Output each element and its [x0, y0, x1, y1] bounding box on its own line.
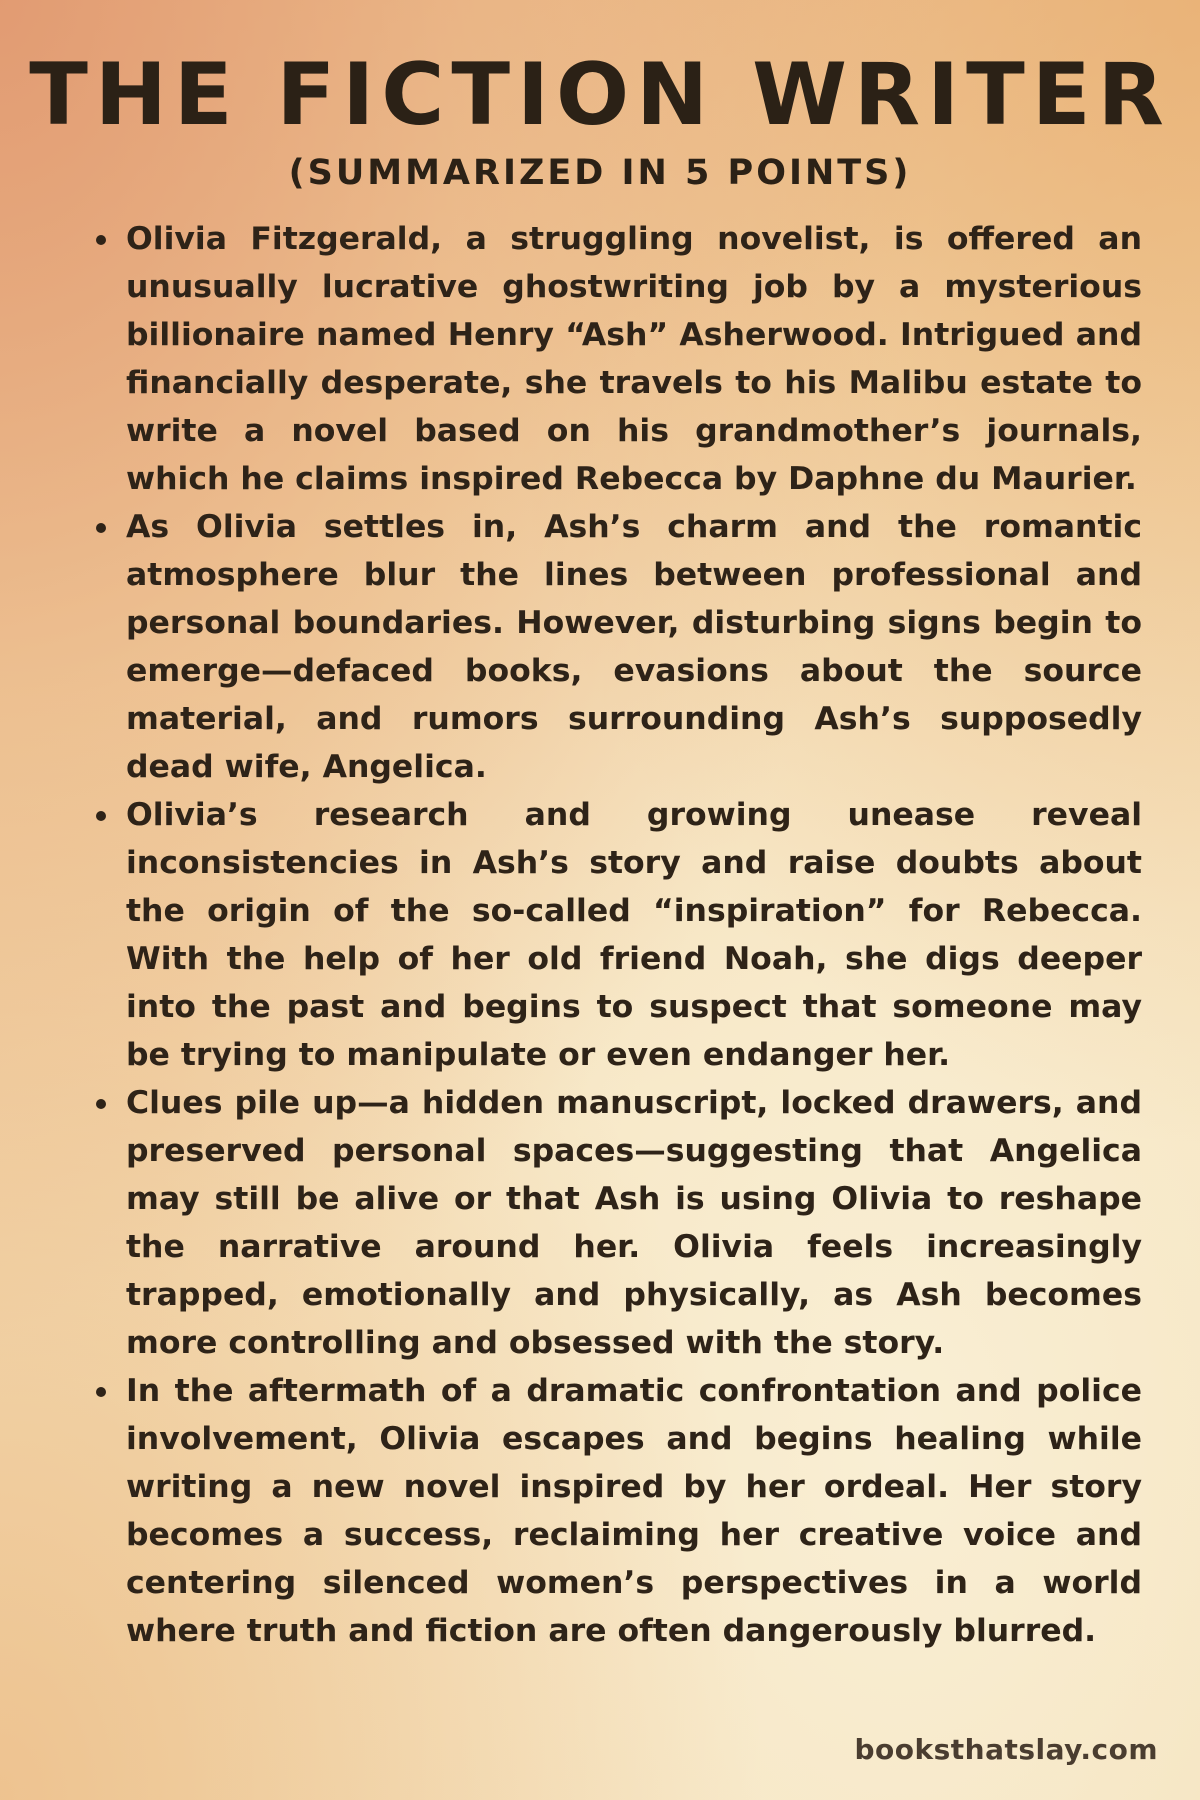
bullet-icon: [96, 523, 106, 533]
summary-point-text: Clues pile up—a hidden manuscript, locked drawers, and preserved personal spaces—suggesting that Angelica may still be alive or that Ash is using Olivia to reshape the narrative around her. Olivia feels increasingly trapped, emotionally and physically, as Ash becomes more controlling and obsessed with the story.: [126, 1085, 1142, 1361]
site-watermark: booksthatslay.com: [854, 1733, 1158, 1766]
bullet-icon: [96, 235, 106, 245]
page-subtitle: (SUMMARIZED IN 5 POINTS): [288, 153, 912, 193]
bullet-icon: [96, 1387, 106, 1397]
summary-point-text: Olivia Fitzgerald, a struggling novelist, is offered an unusually lucrative ghostwriting job by a mysterious billionaire named Henry “Ash” Asherwood. Intrigued and financially desperate, she travels to his Malibu estate to write a novel based on his grandmother’s journals, which he claims inspired Rebecca by Daphne du Maurier.: [126, 221, 1142, 497]
summary-point-text: Olivia’s research and growing unease reveal inconsistencies in Ash’s story and raise doubts about the origin of the so-called “inspiration” for Rebecca. With the help of her old friend Noah, she digs deeper into the past and begins to suspect that someone may be trying to manipulate or even endanger her.: [126, 797, 1142, 1073]
summary-point-text: In the aftermath of a dramatic confrontation and police involvement, Olivia escapes and begins healing while writing a new novel inspired by her ordeal. Her story becomes a success, reclaiming her creative voice and centering silenced women’s perspectives in a world where truth and fiction are often dangerously blurred.: [126, 1373, 1142, 1649]
summary-point-5: [92, 1367, 1142, 1655]
bullet-icon: [96, 811, 106, 821]
summary-point-1: [92, 215, 1142, 503]
summary-point-4: [92, 1079, 1142, 1367]
bullet-icon: [96, 1099, 106, 1109]
summary-point-2: [92, 503, 1142, 791]
summary-point-text: As Olivia settles in, Ash’s charm and the romantic atmosphere blur the lines between professional and personal boundaries. However, disturbing signs begin to emerge—defaced books, evasions about the source material, and rumors surrounding Ash’s supposedly dead wife, Angelica.: [126, 509, 1142, 785]
summary-points-list: [92, 215, 1142, 1655]
summary-point-3: [92, 791, 1142, 1079]
page-title: THE FICTION WRITER: [29, 45, 1171, 145]
